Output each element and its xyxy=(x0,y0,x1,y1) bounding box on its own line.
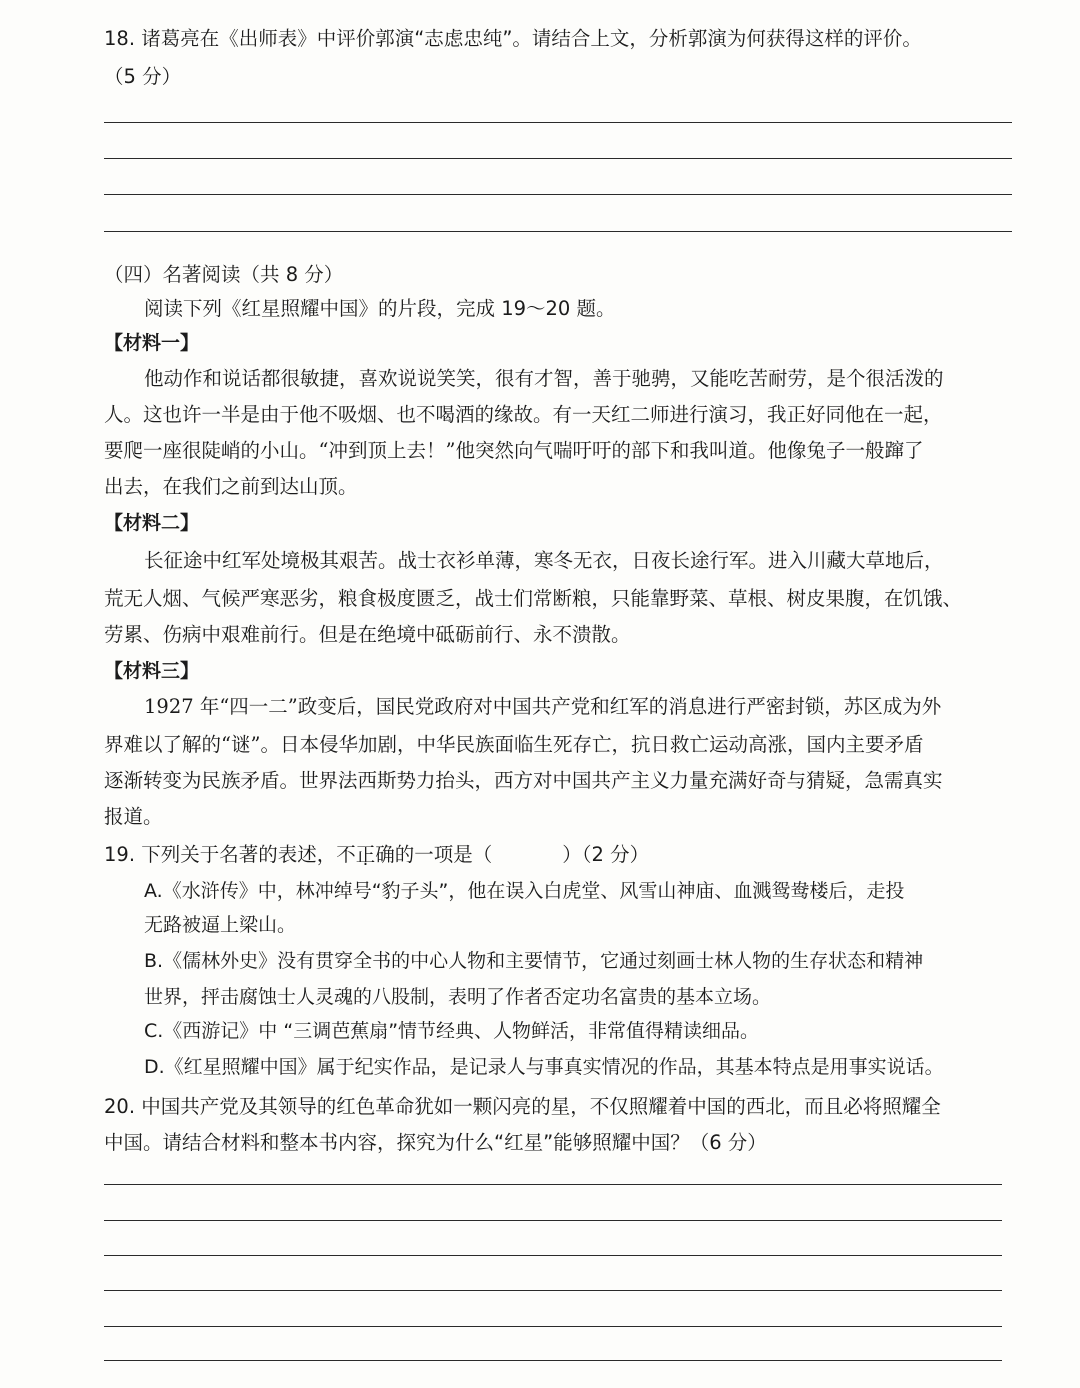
question-20-line-2: 中国。请结合材料和整本书内容，探究为什么“红星”能够照耀中国？（6 分） xyxy=(104,1131,767,1154)
section-4-title: （四）名著阅读（共 8 分） xyxy=(104,263,344,286)
material-1-line: 出去，在我们之前到达山顶。 xyxy=(104,475,358,498)
material-3-heading: 【材料三】 xyxy=(104,660,200,682)
question-18-line-1: 18. 诸葛亮在《出师表》中评价郭演“志虑忠纯”。请结合上文，分析郭演为何获得这样的评价。 xyxy=(104,27,922,50)
option-c: C.《西游记》中 “三调芭蕉扇”情节经典、人物鲜活，非常值得精读细品。 xyxy=(144,1020,760,1042)
option-d: D.《红星照耀中国》属于纪实作品，是记录人与事真实情况的作品，其基本特点是用事实说话。 xyxy=(144,1056,944,1078)
question-18-points: （5 分） xyxy=(104,65,182,88)
answer-line[interactable] xyxy=(104,158,1012,159)
material-3-line: 界难以了解的“谜”。日本侵华加剧，中华民族面临生死存亡，抗日救亡运动高涨，国内主要矛盾 xyxy=(104,733,924,756)
material-1-line: 人。这也许一半是由于他不吸烟、也不喝酒的缘故。有一天红二师进行演习，我正好同他在一起， xyxy=(104,403,943,426)
section-4-intro: 阅读下列《红星照耀中国》的片段，完成 19～20 题。 xyxy=(144,297,616,320)
option-a-line-2: 无路被逼上梁山。 xyxy=(144,914,297,936)
answer-line[interactable] xyxy=(104,1220,1002,1221)
material-1-line: 他动作和说话都很敏捷，喜欢说说笑笑，很有才智，善于驰骋，又能吃苦耐劳，是个很活泼的 xyxy=(144,367,944,390)
answer-line[interactable] xyxy=(104,122,1012,123)
answer-line[interactable] xyxy=(104,1360,1002,1361)
material-2-heading: 【材料二】 xyxy=(104,512,200,534)
option-b-line-2: 世界，抨击腐蚀士人灵魂的八股制，表明了作者否定功名富贵的基本立场。 xyxy=(144,986,772,1008)
question-19-points: ）（2 分） xyxy=(562,843,650,866)
material-1-line: 要爬一座很陡峭的小山。“冲到顶上去！”他突然向气喘吁吁的部下和我叫道。他像兔子一般蹿了 xyxy=(104,439,924,462)
material-3-line: 1927 年“四一二”政变后，国民党政府对中国共产党和红军的消息进行严密封锁，苏区成为外 xyxy=(144,695,942,718)
material-3-line: 报道。 xyxy=(104,805,163,828)
material-2-line: 长征途中红军处境极其艰苦。战士衣衫单薄，寒冬无衣，日夜长途行军。进入川藏大草地后， xyxy=(144,549,944,572)
emphasis-not-correct: 不正确 xyxy=(336,843,395,866)
answer-line[interactable] xyxy=(104,194,1012,195)
material-1-heading: 【材料一】 xyxy=(104,332,200,354)
answer-line[interactable] xyxy=(104,1184,1002,1185)
material-3-line: 逐渐转变为民族矛盾。世界法西斯势力抬头，西方对中国共产主义力量充满好奇与猜疑，急需真实 xyxy=(104,769,943,792)
option-a-line-1: A.《水浒传》中，林冲绰号“豹子头”，他在误入白虎堂、风雪山神庙、血溅鸳鸯楼后，走投 xyxy=(144,880,905,902)
option-b-line-1: B.《儒林外史》没有贯穿全书的中心人物和主要情节，它通过刻画士林人物的生存状态和精神 xyxy=(144,950,924,972)
answer-line[interactable] xyxy=(104,1255,1002,1256)
answer-line[interactable] xyxy=(104,1326,1002,1327)
question-20-line-1: 20. 中国共产党及其领导的红色革命犹如一颗闪亮的星，不仅照耀着中国的西北，而且必将照耀全 xyxy=(104,1095,941,1118)
material-2-line: 荒无人烟、气候严寒恶劣，粮食极度匮乏，战士们常断粮，只能靠野菜、草根、树皮果腹，在饥饿、 xyxy=(104,587,963,610)
material-2-line: 劳累、伤病中艰难前行。但是在绝境中砥砺前行、永不溃散。 xyxy=(104,623,631,646)
question-19-stem-mid: 的一项是（ xyxy=(394,843,493,866)
question-19-stem xyxy=(104,840,649,870)
answer-line[interactable] xyxy=(104,1290,1002,1291)
answer-line[interactable] xyxy=(104,231,1012,232)
question-19-stem-start: 19. 下列关于名著的表述， xyxy=(104,843,337,866)
